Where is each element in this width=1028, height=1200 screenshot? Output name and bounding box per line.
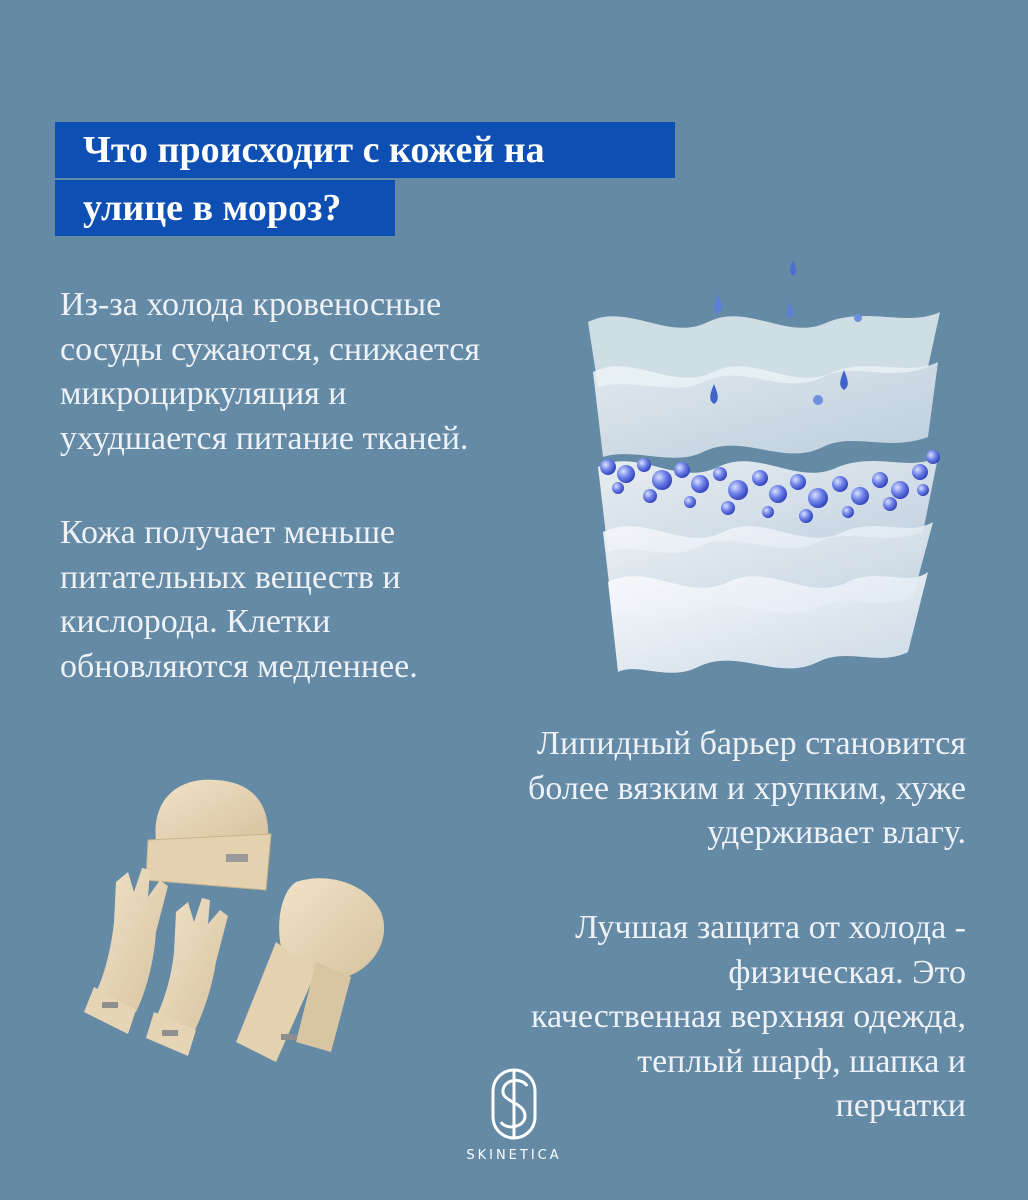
paragraph-line: микроциркуляция и [60, 375, 347, 412]
skin-layers-illustration [578, 252, 948, 692]
glove-left-icon [84, 868, 168, 1034]
paragraph-line: Из-за холода кровеносные [60, 286, 442, 323]
paragraph-line: обновляются медленнее. [60, 647, 418, 685]
skinetica-logo-icon [491, 1068, 537, 1140]
paragraph-line: сосуды сужаются, снижается [60, 330, 480, 368]
paragraph-vasoconstriction [60, 283, 480, 461]
paragraph-line: питательных веществ и [60, 558, 401, 596]
paragraph-line: удерживает влагу. [707, 814, 966, 851]
paragraph-line: теплый шарф, шапка и [637, 1042, 966, 1080]
paragraph-nutrients [60, 511, 418, 689]
winter-accessories-illustration [76, 772, 396, 1072]
middle-skin-layers [593, 362, 938, 553]
paragraph-lipid-barrier [528, 722, 966, 856]
page-title-line-1: Что происходит с кожей на [55, 122, 675, 178]
scarf-icon [236, 878, 384, 1062]
paragraph-line: более вязким и хрупким, хуже [528, 769, 966, 807]
paragraph-line: кислорода. Клетки [60, 603, 331, 640]
paragraph-line: Кожа получает меньше [60, 514, 396, 551]
paragraph-line: перчатки [835, 1087, 966, 1124]
brand-name: SKINETICA [466, 1148, 562, 1163]
paragraph-line: Липидный барьер становится [536, 725, 966, 762]
brand-logo [460, 1068, 568, 1172]
paragraph-line: качественная верхняя одежда, [531, 998, 966, 1035]
paragraph-line: Лучшая защита от холода - [575, 909, 966, 946]
paragraph-line: ухудшается питание тканей. [60, 419, 469, 457]
page-title-line-2: улице в мороз? [55, 180, 395, 236]
paragraph-physical-protection [531, 906, 966, 1129]
hat-icon [146, 780, 271, 890]
paragraph-line: физическая. Это [728, 953, 966, 991]
